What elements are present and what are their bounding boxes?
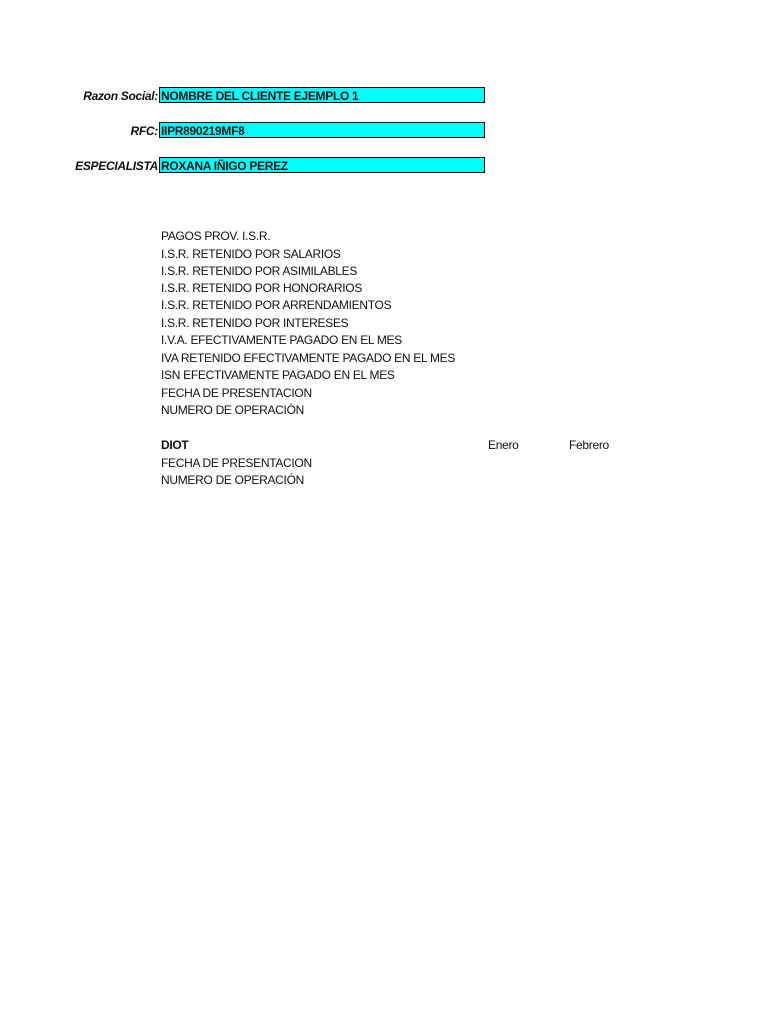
razon-social-field[interactable]: NOMBRE DEL CLIENTE EJEMPLO 1 xyxy=(159,87,485,103)
pagos-item-isr-arrendamientos: I.S.R. RETENIDO POR ARRENDAMIENTOS xyxy=(161,298,392,312)
pagos-item-isn-pagado: ISN EFECTIVAMENTE PAGADO EN EL MES xyxy=(161,368,395,382)
month-header-febrero: Febrero xyxy=(569,438,609,452)
especialista-field[interactable]: ROXANA IÑIGO PEREZ xyxy=(159,157,485,173)
diot-item-numero-operacion: NUMERO DE OPERACIÓN xyxy=(161,473,304,487)
rfc-field[interactable]: IIPR890219MF8 xyxy=(159,122,485,138)
pagos-item-isr-asimilables: I.S.R. RETENIDO POR ASIMILABLES xyxy=(161,264,358,278)
rfc-label: RFC: xyxy=(130,124,158,138)
pagos-item-isr-honorarios: I.S.R. RETENIDO POR HONORARIOS xyxy=(161,281,363,295)
pagos-item-isr-intereses: I.S.R. RETENIDO POR INTERESES xyxy=(161,316,349,330)
pagos-item-iva-pagado: I.V.A. EFECTIVAMENTE PAGADO EN EL MES xyxy=(161,333,402,347)
pagos-item-isr-salarios: I.S.R. RETENIDO POR SALARIOS xyxy=(161,247,341,261)
pagos-item-fecha-presentacion: FECHA DE PRESENTACION xyxy=(161,386,312,400)
razon-social-label: Razon Social: xyxy=(83,89,158,103)
pagos-item-pagos-prov-isr: PAGOS PROV. I.S.R. xyxy=(161,229,271,243)
especialista-label: ESPECIALISTA xyxy=(75,159,158,173)
diot-title: DIOT xyxy=(161,438,189,452)
diot-item-fecha-presentacion: FECHA DE PRESENTACION xyxy=(161,456,312,470)
pagos-item-numero-operacion: NUMERO DE OPERACIÓN xyxy=(161,403,304,417)
pagos-item-iva-retenido: IVA RETENIDO EFECTIVAMENTE PAGADO EN EL MES xyxy=(161,351,456,365)
month-header-enero: Enero xyxy=(488,438,519,452)
